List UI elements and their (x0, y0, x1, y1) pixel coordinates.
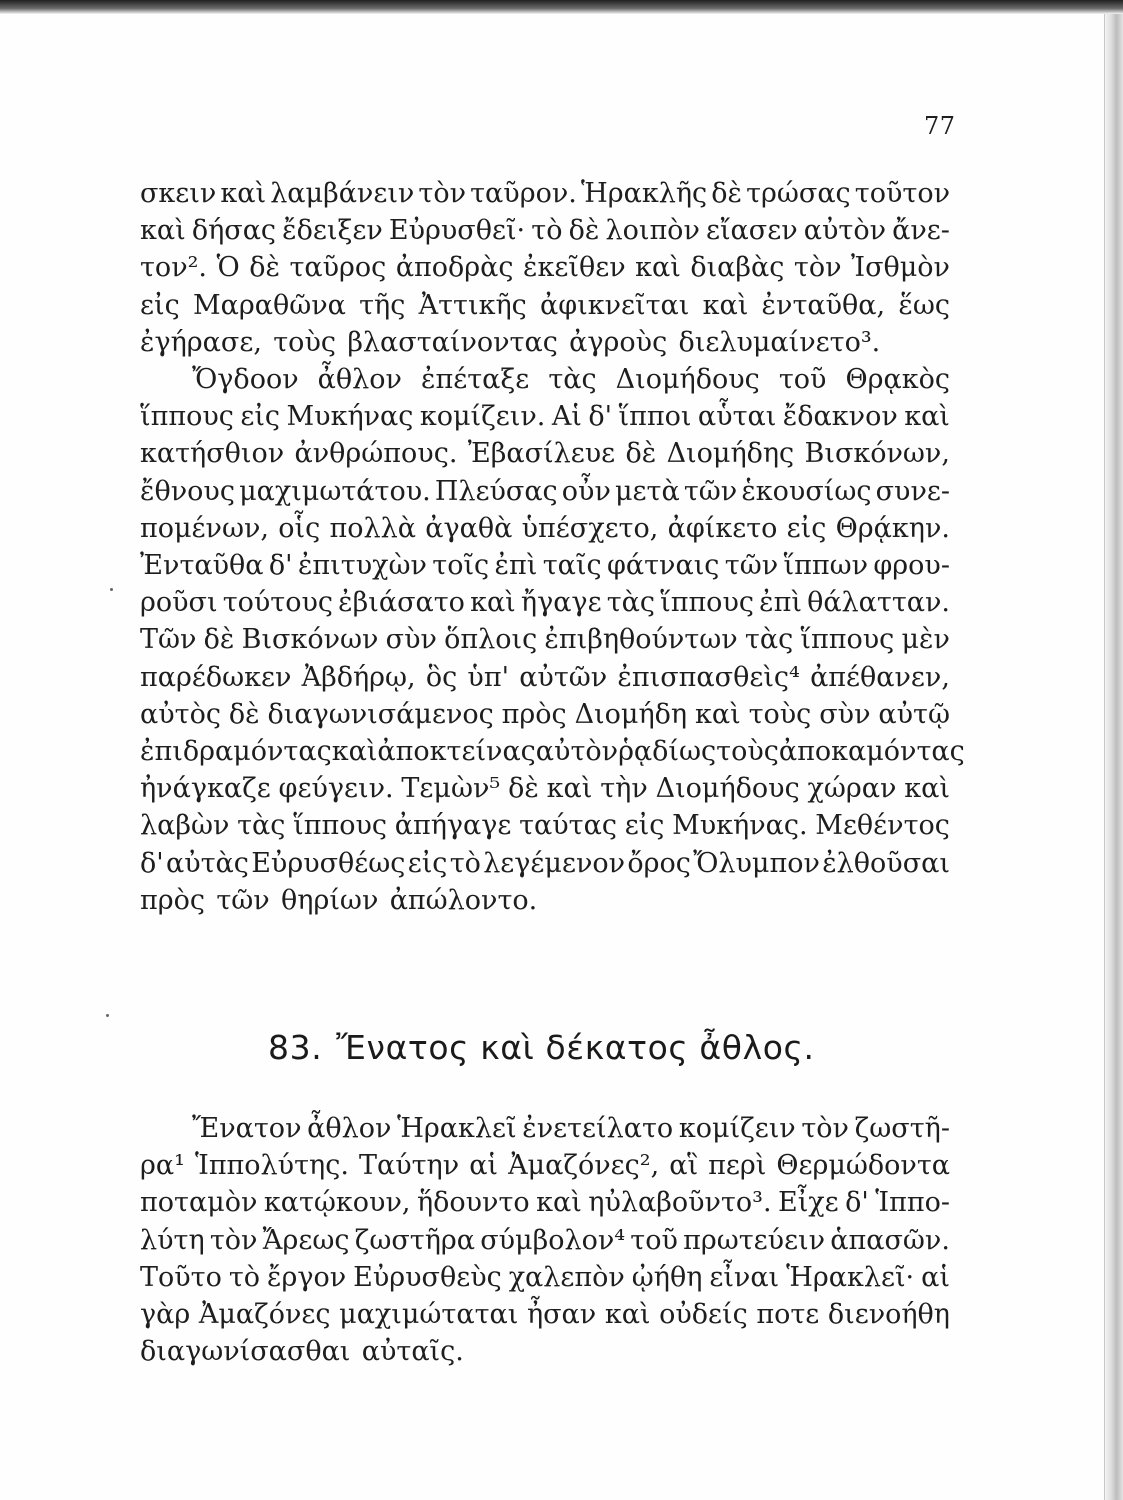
word: τον². (140, 252, 208, 284)
word: Ἡρακλεῖ· (786, 1261, 915, 1293)
word: αἱ (469, 1150, 499, 1182)
word: καὶ (536, 1187, 582, 1219)
word: εἰς (624, 810, 665, 842)
word: τὸν (209, 1224, 258, 1256)
word: ρα¹ (140, 1150, 185, 1182)
word: δὲ (711, 178, 742, 209)
word: πρὸς (140, 884, 205, 916)
paragraph-2 (140, 361, 965, 919)
word: συνε- (875, 475, 950, 507)
word: καὶ (546, 773, 593, 805)
word: Μυκήνας. (672, 810, 808, 842)
word: ἵππους (140, 401, 234, 433)
word: ἐπιτυχὼν (297, 550, 427, 582)
word: κατήσθιον (140, 438, 285, 470)
word: δὲ (625, 438, 657, 470)
word: Θρᾴκην. (835, 512, 950, 544)
word: δὲ (203, 624, 235, 656)
text-line (140, 1296, 950, 1333)
word: τοῦ (778, 364, 827, 396)
text-line (140, 435, 950, 472)
word: τὸν (801, 1113, 849, 1144)
word: τοὺς (748, 698, 812, 730)
word: Εἶχε (778, 1187, 839, 1219)
word: τὰς (548, 364, 597, 396)
word: Μυκήνας (286, 401, 414, 433)
word: ἀπήγαγε (394, 810, 512, 842)
word: ζωστῆρα (354, 1224, 475, 1256)
word: Θερμώδοντα (776, 1150, 950, 1182)
word: κομίζειν. (419, 401, 546, 433)
word: οἷς (278, 512, 321, 544)
word: Ἱππο- (875, 1187, 950, 1219)
word: ηὐλαβοῦντο³. (588, 1187, 772, 1219)
word: μαχιμωτάτου. (239, 475, 431, 507)
word: σύμβολον⁴ (480, 1224, 626, 1256)
word: τὸν (418, 178, 467, 209)
word: ἐπὶ (759, 587, 802, 619)
word: ἀγροὺς (569, 326, 668, 358)
word: Θρᾳκὸς (845, 364, 950, 396)
text-line (140, 584, 950, 621)
word: Ἡρακλῆς (580, 178, 708, 209)
word: ἵππων (783, 550, 869, 582)
word: Ἀβδήρῳ, (301, 661, 416, 693)
word: Ἄρεως (262, 1224, 350, 1256)
text-line (140, 807, 950, 844)
word: Βισκόνων, (804, 438, 950, 470)
word: παρέδωκεν (140, 661, 292, 693)
word: Διομήδης (666, 438, 795, 470)
word: τὸ (449, 847, 481, 879)
word: ᾠήθη (631, 1261, 703, 1293)
word: ἐπιβηθούντων (544, 624, 738, 656)
word: Τῶν (140, 624, 197, 656)
word: ἵππους (660, 587, 754, 619)
word: ἐπέταξε (421, 364, 530, 396)
word: ἆθλον (317, 364, 402, 396)
text-line (140, 1222, 950, 1259)
text-line (140, 1184, 950, 1221)
word: ὅπλοις (444, 624, 538, 656)
word: αὐτὸς (140, 698, 221, 730)
word: διαγωνισάμενος (267, 698, 494, 730)
word: περὶ (708, 1150, 767, 1182)
text-line (140, 473, 950, 510)
word: αὐταῖς. (361, 1336, 464, 1368)
word: τοῦ (630, 1224, 678, 1256)
text-line (140, 621, 950, 658)
word: γὰρ (140, 1299, 191, 1331)
word: καὶ (904, 401, 950, 433)
text-line (140, 733, 965, 770)
word: ἤγαγε (520, 587, 602, 619)
word: ἔθνους (140, 475, 235, 507)
word: δ' (268, 550, 293, 582)
paper-speck (110, 588, 113, 591)
word: λεγέμενον (483, 847, 626, 879)
word: τῶν (216, 884, 270, 916)
text-line (140, 287, 950, 324)
word: ἦσαν (526, 1299, 597, 1331)
word: τοῖς (432, 550, 490, 582)
word: Διομήδους (655, 773, 800, 805)
text-line (140, 324, 950, 361)
text-line (140, 1110, 950, 1147)
word: Ὁ (216, 252, 240, 284)
text-line (140, 1259, 950, 1296)
word: οὖν (561, 475, 611, 507)
word: δὲ (508, 773, 539, 805)
word: Εὐρυσθέως (251, 847, 406, 879)
word: ροῦσι (140, 587, 218, 619)
word: Ἀμαζόνες (198, 1299, 331, 1331)
word: οὐδείς (659, 1299, 748, 1331)
word: τὰς (744, 624, 794, 656)
page-number: 77 (924, 112, 956, 140)
text-line (140, 1147, 950, 1184)
text-line (140, 770, 950, 807)
word: σκειν (140, 178, 217, 209)
word: πομένων, (140, 512, 269, 544)
word: εἰς (786, 512, 827, 544)
word: τὸ (531, 215, 563, 247)
word: ποταμὸν (140, 1187, 258, 1219)
word: δ' (845, 1187, 869, 1219)
word: αὐτὸν (803, 215, 887, 247)
word: ἠνάγκαζε (140, 773, 271, 805)
book-page-edge (1104, 14, 1123, 1500)
word: φεύγειν. (278, 773, 394, 805)
word: ἄνε- (892, 215, 950, 247)
word: αὐτὸν (535, 736, 619, 768)
word: ταύτας (519, 810, 617, 842)
word: Μαραθῶνα (192, 289, 346, 321)
word: διενοήθη (827, 1299, 950, 1331)
word: ἐβιάσατο (338, 587, 465, 619)
word: εἰς (140, 289, 180, 321)
word: θάλατταν. (807, 587, 950, 619)
word: ἔργον (266, 1261, 347, 1293)
word: καὶ (694, 698, 741, 730)
word: Ἔνατον (192, 1113, 302, 1144)
word: αὐτῷ (878, 698, 950, 730)
word: Ἐβασίλευε (467, 438, 616, 470)
word: λοιπὸν (605, 215, 700, 247)
word: τῆς (359, 289, 406, 321)
word: ἀπώλοντο. (389, 884, 538, 916)
word: αἳ (669, 1150, 699, 1182)
scan-top-shadow (0, 0, 1123, 14)
word: ὑπέσχετο, (521, 512, 659, 544)
word: Εὐρυσθεῖ· (388, 215, 526, 247)
word: τῶν (724, 550, 779, 582)
paragraph-1 (140, 175, 950, 361)
word: ἐγήρασε, (140, 326, 262, 358)
word: Ἐνταῦθα (140, 550, 264, 582)
word: ἕως (898, 289, 950, 321)
word: χαλεπὸν (508, 1261, 625, 1293)
text-line (140, 398, 950, 435)
word: ἀνθρώπους. (294, 438, 458, 470)
word: ἀγαθὰ (425, 512, 513, 544)
word: καὶ (904, 773, 950, 805)
word: δ' (588, 401, 613, 433)
word: ταῦρον. (470, 178, 577, 209)
word: βλασταίνοντας (347, 326, 558, 358)
word: σὺν (385, 624, 437, 656)
word: Ὄγδοον (192, 364, 299, 396)
word: Ἰσθμὸν (851, 252, 950, 284)
word: Βισκόνων (241, 624, 379, 656)
paper-speck (106, 1014, 109, 1017)
main-text-lower (140, 1110, 950, 1370)
word: λαβὼν (140, 810, 230, 842)
word: δὲ (249, 252, 280, 284)
word: ἀποκαμόντας (778, 736, 965, 768)
word: εἶναι (709, 1261, 780, 1293)
word: καὶ (140, 215, 186, 247)
word: μαχιμώταται (339, 1299, 519, 1331)
word: τοῦτον (854, 178, 950, 209)
word: ἵπποι (618, 401, 692, 433)
text-line (140, 175, 950, 212)
word: ἁπασῶν. (830, 1224, 950, 1256)
word: τῶν (683, 475, 738, 507)
word: εἴασεν (705, 215, 798, 247)
word: λύτη (140, 1224, 205, 1256)
word: Τοῦτο (140, 1261, 222, 1293)
word: ἵππους (800, 624, 895, 656)
paragraph-3 (140, 1110, 950, 1370)
word: αὐτῶν (519, 661, 608, 693)
word: ἐκεῖθεν (523, 252, 626, 284)
word: αὗται (697, 401, 777, 433)
word: καὶ (702, 289, 749, 321)
word: Ἡρακλεῖ (397, 1113, 517, 1144)
text-line (140, 361, 950, 398)
text-line (140, 212, 950, 249)
word: ἐνταῦθα, (761, 289, 886, 321)
word: ὑπ' (467, 661, 509, 693)
word: Ὄλυμπον (693, 847, 820, 879)
word: ἐπιδραμόντας (140, 736, 332, 768)
word: τὰς (237, 810, 286, 842)
word: ὄρος (627, 847, 691, 879)
word: τὰς (606, 587, 655, 619)
word: καὶ (470, 587, 516, 619)
word: πρὸς (501, 698, 567, 730)
word: μὲν (901, 624, 950, 656)
word: τὸν (793, 252, 842, 284)
word: τούτους (222, 587, 334, 619)
text-line (140, 659, 950, 696)
word: αἱ (921, 1261, 950, 1293)
word: δ' (140, 847, 164, 879)
word: Διομήδους (615, 364, 760, 396)
word: ἀφίκετο (667, 512, 778, 544)
word: ἑκουσίως (741, 475, 872, 507)
word: τρώσας (746, 178, 851, 209)
text-line (140, 510, 950, 547)
word: φάτναις (606, 550, 720, 582)
word: αὐτὰς (165, 847, 249, 879)
word: ἀποδρὰς (395, 252, 514, 284)
main-text-upper (140, 175, 965, 919)
word: δήσας (191, 215, 277, 247)
word: ἥδουντο (416, 1187, 530, 1219)
word: διαβὰς (690, 252, 785, 284)
word: τὸ (228, 1261, 261, 1293)
word: καὶ (220, 178, 267, 209)
word: λαμβάνειν (270, 178, 415, 209)
word: ἔδακνον (782, 401, 898, 433)
word: ὃς (425, 661, 458, 693)
word: εἰς (240, 401, 281, 433)
word: ἐλθοῦσαι (822, 847, 950, 879)
word: ἀπέθανεν, (810, 661, 950, 693)
word: εἰς (407, 847, 448, 879)
word: ταῖς (542, 550, 602, 582)
word: καὶ (635, 252, 681, 284)
word: διελυμαίνετο³. (678, 326, 881, 358)
word: σὺν (819, 698, 871, 730)
word: πολλὰ (329, 512, 416, 544)
word: κατῴκουν, (263, 1187, 411, 1219)
word: χώραν (807, 773, 897, 805)
word: καὶ (604, 1299, 651, 1331)
word: Τεμὼν⁵ (401, 773, 501, 805)
word: φρου- (873, 550, 950, 582)
text-line (140, 696, 950, 733)
word: Πλεύσας (434, 475, 558, 507)
text-line (140, 249, 950, 286)
word: Αἱ (551, 401, 582, 433)
word: διαγωνίσασθαι (140, 1336, 351, 1368)
word: ῥᾳδίως (618, 736, 717, 768)
word: Ἀμαζόνες², (508, 1150, 660, 1182)
word: ἐπισπασθεὶς⁴ (617, 661, 800, 693)
word: τοὺς (716, 736, 779, 768)
word: Διομήδη (574, 698, 688, 730)
word: μετὰ (615, 475, 680, 507)
word: θηρίων (281, 884, 379, 916)
text-line (140, 845, 950, 882)
word: πρωτεύειν (683, 1224, 826, 1256)
text-line (140, 547, 950, 584)
word: τὴν (600, 773, 648, 805)
word: ποτε (756, 1299, 820, 1331)
word: καὶ (331, 736, 378, 768)
text-line (140, 882, 950, 919)
word: δὲ (568, 215, 600, 247)
section-heading (268, 1028, 815, 1067)
word: ἐνετείλατο (522, 1113, 674, 1144)
word: ἀποκτείνας (377, 736, 536, 768)
text-line (140, 1333, 950, 1370)
word: ἐπὶ (494, 550, 538, 582)
word: κομίζειν (678, 1113, 796, 1144)
word: Ταύτην (358, 1150, 460, 1182)
section-title: Ἔνατος καὶ δέκατος ἆθλος. (336, 1028, 815, 1067)
word: Ἱππολύτης. (194, 1150, 349, 1182)
word: ἀφικνεῖται (540, 289, 690, 321)
word: Ἀττικῆς (418, 289, 527, 321)
section-number: 83. (268, 1028, 323, 1067)
word: τοὺς (273, 326, 336, 358)
word: Εὐρυσθεὺς (353, 1261, 502, 1293)
word: ἵππους (293, 810, 387, 842)
word: ἔδειξεν (282, 215, 383, 247)
word: δὲ (228, 698, 260, 730)
word: ταῦρος (289, 252, 387, 284)
word: ἆθλον (307, 1113, 392, 1144)
word: Μεθέντος (815, 810, 950, 842)
word: ζωστῆ- (854, 1113, 950, 1144)
